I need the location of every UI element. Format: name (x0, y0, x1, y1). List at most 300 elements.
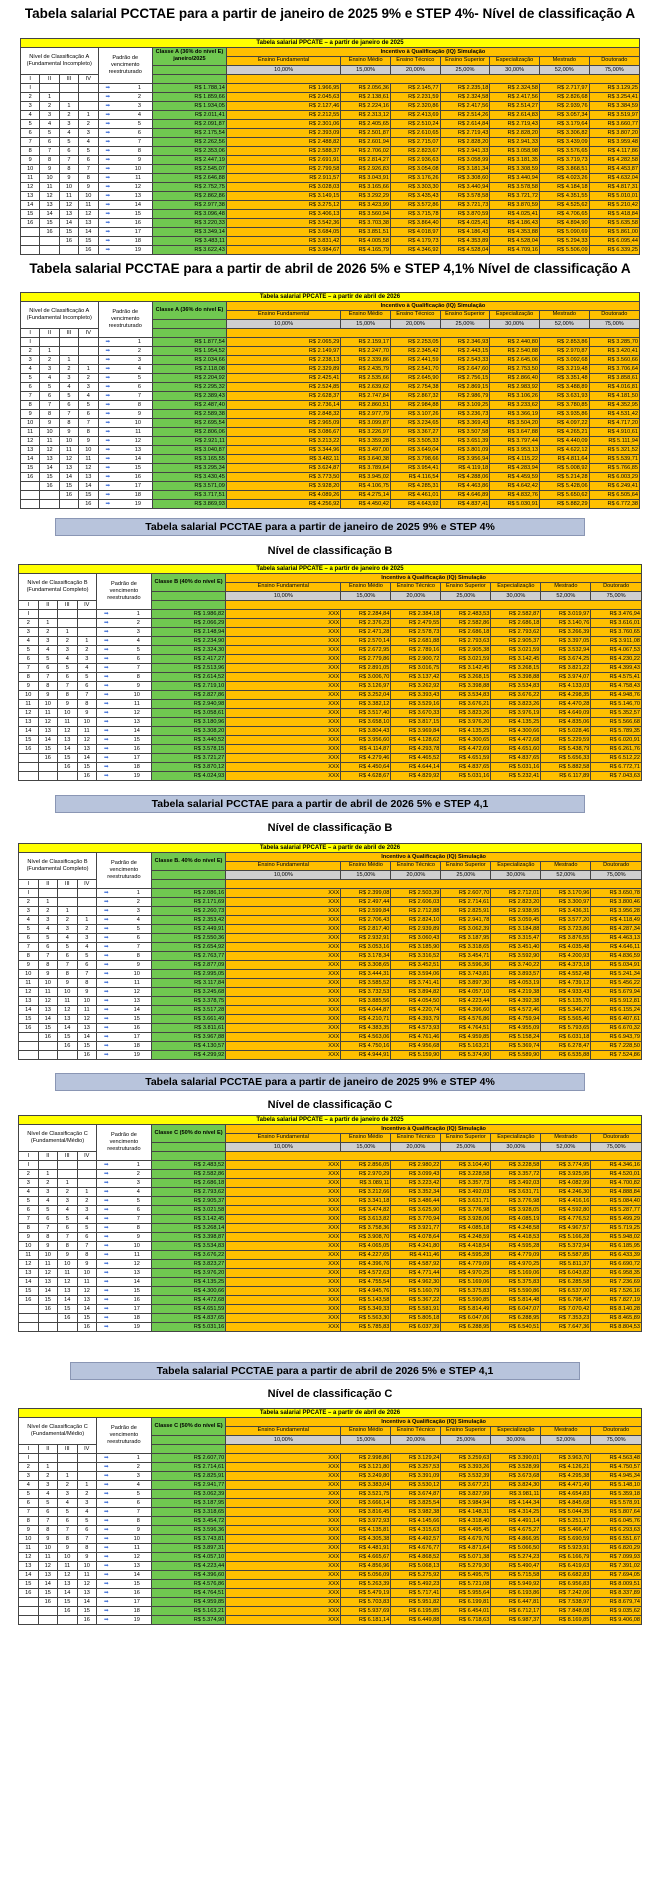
standard-column (97, 681, 152, 690)
standard-number: 15 (133, 1287, 140, 1294)
iq-value-cell: R$ 5.066,50 (491, 1543, 541, 1552)
iq-value-cell: R$ 5.010,01 (589, 191, 639, 200)
level-cell: 5 (59, 137, 78, 146)
iq-value-cell: R$ 9.406,08 (591, 1615, 642, 1624)
iq-value-cell: R$ 3.398,88 (441, 681, 491, 690)
iq-value-cell: R$ 3.774,95 (541, 1160, 591, 1169)
iq-header: Incentivo à Qualificação (IQ) Simulação (226, 574, 642, 583)
class-value-cell: R$ 2.806,06 (153, 427, 227, 436)
iq-value-cell: R$ 5.479,19 (341, 1588, 391, 1597)
level-cell: 9 (40, 418, 59, 427)
class-value-cell: R$ 2.877,09 (151, 960, 225, 969)
iq-value-cell: R$ 5.166,28 (541, 1232, 591, 1241)
iq-value-cell: R$ 3.391,09 (391, 1471, 441, 1480)
iq-header: Incentivo à Qualificação (IQ) Simulação (226, 302, 639, 311)
standard-number: 6 (136, 1499, 140, 1506)
iq-value-cell: R$ 3.454,71 (441, 951, 491, 960)
level-cell: 12 (77, 1014, 97, 1023)
class-header: Classe A (36% do nível E) janeiro/2025 (153, 48, 227, 66)
arrow-right-icon: ➡ (104, 1481, 109, 1488)
arrow-right-icon: ➡ (105, 219, 111, 226)
arrow-right-icon: ➡ (104, 1278, 109, 1285)
iq-value-cell: R$ 3.285,70 (589, 337, 639, 346)
level-cell: 7 (59, 155, 78, 164)
standard-column (97, 1561, 152, 1570)
iq-value-cell: R$ 4.910,61 (589, 427, 639, 436)
iq-value-cell: R$ 3.578,58 (440, 191, 490, 200)
level-cell: 14 (40, 463, 59, 472)
iq-value-cell: R$ 4.450,42 (341, 499, 391, 508)
standard-number: 10 (133, 1535, 140, 1542)
level-cell: 3 (58, 924, 78, 933)
level-cell: 8 (79, 427, 98, 436)
iq-value-cell: R$ 4.300,65 (441, 735, 491, 744)
iq-value-cell: XXX (226, 1534, 341, 1543)
standard-number: 18 (133, 763, 140, 770)
iq-value-cell: R$ 4.135,25 (441, 726, 491, 735)
iq-value-cell: R$ 4.044,87 (341, 1005, 391, 1014)
iq-value-cell: R$ 3.423,99 (341, 200, 391, 209)
iq-value-cell: XXX (226, 726, 341, 735)
iq-value-cell: R$ 4.665,67 (341, 1552, 391, 1561)
iq-value-cell: R$ 3.798,66 (391, 454, 441, 463)
level-cell: 16 (58, 1313, 78, 1322)
iq-value-cell: R$ 3.351,48 (539, 373, 589, 382)
salary-table (18, 564, 642, 781)
iq-value-cell: R$ 3.776,98 (441, 1205, 491, 1214)
iq-value-cell: XXX (226, 1606, 341, 1615)
level-cell: 3 (58, 1196, 78, 1205)
iq-value-cell: R$ 3.028,03 (226, 182, 340, 191)
pct-cell: 10,00% (226, 1142, 341, 1151)
level-cell: 11 (19, 1250, 39, 1259)
iq-value-cell: R$ 4.837,65 (491, 753, 541, 762)
standard-number: 19 (133, 772, 140, 779)
iq-value-cell: XXX (226, 672, 341, 681)
iq-value-cell: R$ 8.679,74 (591, 1597, 642, 1606)
iq-value-cell: R$ 6.772,38 (589, 499, 639, 508)
standard-column (97, 753, 152, 762)
iq-value-cell: R$ 3.181,35 (490, 155, 540, 164)
level-cell: 7 (58, 960, 78, 969)
class-value-cell: R$ 3.534,83 (151, 1241, 225, 1250)
iq-value-cell: R$ 6.987,37 (491, 1615, 541, 1624)
pct-cell: 52,00% (541, 1142, 591, 1151)
level-cell: 5 (79, 400, 98, 409)
pct-cell: 10,00% (226, 319, 340, 328)
iq-value-cell: R$ 4.453,87 (589, 164, 639, 173)
iq-value-cell: XXX (226, 897, 341, 906)
standard-number: 18 (133, 1607, 140, 1614)
level-cell: 3 (77, 1498, 97, 1507)
iq-value-cell: R$ 3.521,75 (341, 1489, 391, 1498)
level-cell: 12 (40, 191, 59, 200)
iq-value-cell: R$ 6.682,83 (541, 1570, 591, 1579)
iq-value-cell: XXX (226, 1214, 341, 1223)
level-cell: 13 (19, 1268, 39, 1277)
iq-value-cell: R$ 2.614,83 (490, 110, 540, 119)
iq-value-cell: R$ 2.606,03 (391, 897, 441, 906)
iq-value-cell: R$ 6.551,67 (591, 1534, 642, 1543)
class-value-cell: R$ 3.622,43 (153, 245, 227, 254)
arrow-right-icon: ➡ (104, 979, 109, 986)
class-value-cell: R$ 2.417,27 (151, 654, 225, 663)
standard-column (98, 364, 153, 373)
class-value-cell: R$ 3.596,36 (151, 1525, 225, 1534)
iq-value-cell: R$ 4.248,58 (491, 1223, 541, 1232)
level-cell: 14 (77, 1032, 97, 1041)
iq-value-cell: R$ 6.454,01 (441, 1606, 491, 1615)
iq-value-cell: XXX (226, 1507, 341, 1516)
iq-value-cell: R$ 5.635,58 (589, 218, 639, 227)
standard-column (97, 1579, 152, 1588)
standard-column (97, 726, 152, 735)
iq-value-cell: R$ 2.503,39 (391, 888, 441, 897)
level-cell: 3 (79, 128, 98, 137)
level-cell (59, 337, 78, 346)
level-cell: 4 (19, 1480, 39, 1489)
iq-column-header: Ensino Superior (441, 1134, 491, 1143)
level-cell: 12 (77, 1579, 97, 1588)
iq-column-header: Ensino Fundamental (226, 57, 340, 66)
arrow-right-icon: ➡ (104, 1215, 109, 1222)
class-value-cell: R$ 1.877,54 (153, 337, 227, 346)
standard-column (97, 1268, 152, 1277)
pct-cell: 20,00% (391, 65, 441, 74)
iq-value-cell: R$ 3.357,73 (441, 1178, 491, 1187)
standard-column (97, 1005, 152, 1014)
iq-value-cell: R$ 4.552,48 (541, 969, 591, 978)
iq-column-header: Mestrado (539, 57, 589, 66)
iq-value-cell: R$ 4.761,46 (391, 1032, 441, 1041)
iq-value-cell: R$ 3.670,33 (391, 708, 441, 717)
iq-value-cell: R$ 2.588,37 (226, 146, 340, 155)
iq-value-cell: R$ 3.592,90 (491, 951, 541, 960)
iq-value-cell: XXX (226, 1597, 341, 1606)
class-value-cell: R$ 2.513,96 (151, 663, 225, 672)
iq-value-cell: R$ 2.582,87 (491, 609, 541, 618)
iq-value-cell: R$ 6.449,88 (391, 1615, 441, 1624)
level-cell (19, 1606, 39, 1615)
level-cell (79, 346, 98, 355)
iq-value-cell: R$ 6.537,00 (541, 1286, 591, 1295)
standard-number: 4 (136, 637, 140, 644)
level-cell (77, 1169, 97, 1178)
pct-cell: 75,00% (591, 1142, 642, 1151)
level-cell: 15 (59, 481, 78, 490)
level-cell: 9 (38, 1534, 58, 1543)
arrow-right-icon: ➡ (104, 1224, 109, 1231)
level-cell (77, 627, 97, 636)
level-cell: 16 (58, 762, 78, 771)
iq-value-cell: R$ 4.868,52 (391, 1552, 441, 1561)
arrow-right-icon: ➡ (104, 1015, 109, 1022)
iq-value-cell: R$ 4.288,06 (440, 472, 490, 481)
standard-number: 7 (136, 1215, 140, 1222)
level-cell: 3 (38, 636, 58, 645)
iq-value-cell: R$ 2.483,53 (441, 609, 491, 618)
standard-number: 4 (136, 916, 140, 923)
iq-value-cell: R$ 3.249,80 (341, 1471, 391, 1480)
iq-value-cell: R$ 3.366,19 (490, 409, 540, 418)
iq-value-cell: R$ 2.826,68 (539, 92, 589, 101)
arrow-right-icon: ➡ (104, 1544, 109, 1551)
iq-value-cell: R$ 4.220,74 (391, 1005, 441, 1014)
level-cell: 14 (38, 1014, 58, 1023)
iq-value-cell: R$ 5.031,16 (491, 762, 541, 771)
iq-value-cell: R$ 2.540,88 (490, 346, 540, 355)
iq-value-cell: R$ 3.476,94 (591, 609, 642, 618)
pct-cell: 52,00% (539, 65, 589, 74)
iq-value-cell: R$ 3.928,06 (441, 1214, 491, 1223)
iq-column-header: Especialização (490, 57, 540, 66)
iq-value-cell: R$ 7.538,97 (541, 1597, 591, 1606)
iq-value-cell: R$ 6.195,85 (391, 1606, 441, 1615)
standard-column (97, 1516, 152, 1525)
level-cell: I (19, 1453, 39, 1462)
class-value-cell: R$ 4.135,25 (151, 1277, 225, 1286)
iq-value-cell: XXX (226, 1277, 341, 1286)
standard-column (98, 337, 153, 346)
level-cell: 1 (40, 346, 59, 355)
iq-value-cell: R$ 4.461,01 (391, 490, 441, 499)
level-cell: 13 (19, 717, 39, 726)
iq-value-cell: R$ 4.592,80 (541, 1205, 591, 1214)
level-cell: 14 (59, 472, 78, 481)
level-cell (77, 1471, 97, 1480)
iq-value-cell: R$ 4.352,95 (589, 400, 639, 409)
level-cell: I (19, 888, 39, 897)
level-cell: 6 (40, 391, 59, 400)
iq-value-cell: R$ 4.282,58 (589, 155, 639, 164)
roman-header: II (38, 600, 58, 609)
standard-column (97, 1552, 152, 1561)
level-cell: 9 (38, 1241, 58, 1250)
iq-value-cell: R$ 4.085,19 (491, 1214, 541, 1223)
iq-value-cell: R$ 6.712,17 (491, 1606, 541, 1615)
level-cell: 15 (59, 227, 78, 236)
standard-number: 18 (134, 237, 141, 244)
roman-header: III (58, 1444, 78, 1453)
standard-column (97, 1606, 152, 1615)
level-cell: 12 (58, 1005, 78, 1014)
class-value-cell: R$ 3.440,52 (151, 735, 225, 744)
iq-value-cell: XXX (226, 708, 341, 717)
level-cell: 8 (21, 400, 40, 409)
iq-value-cell: R$ 2.779,86 (341, 654, 391, 663)
iq-value-cell: R$ 6.288,95 (441, 1322, 491, 1331)
pct-cell: 30,00% (491, 591, 541, 600)
iq-value-cell: R$ 6.095,44 (589, 236, 639, 245)
level-cell: 9 (59, 173, 78, 182)
standard-number: 16 (133, 1024, 140, 1031)
level-cell: 12 (38, 1561, 58, 1570)
iq-value-cell: R$ 4.575,41 (591, 672, 642, 681)
iq-value-cell: R$ 4.117,86 (589, 146, 639, 155)
class-value-cell: R$ 3.454,72 (151, 1516, 225, 1525)
level-cell: 3 (21, 101, 40, 110)
level-cell (19, 1313, 39, 1322)
iq-value-cell: R$ 4.396,76 (341, 1259, 391, 1268)
class-value-cell: R$ 4.396,60 (151, 1570, 225, 1579)
level-title: Nível de classificação B (267, 545, 393, 557)
level-cell: 16 (38, 1597, 58, 1606)
iq-value-cell: R$ 3.616,01 (591, 618, 642, 627)
standard-header: Padrão de vencimento reestruturado (98, 302, 153, 338)
class-value-cell: R$ 3.430,45 (153, 472, 227, 481)
iq-value-cell: R$ 3.529,16 (391, 699, 441, 708)
iq-value-cell: R$ 5.146,70 (591, 699, 642, 708)
iq-value-cell: R$ 5.882,29 (539, 499, 589, 508)
level-cell: 13 (58, 1579, 78, 1588)
iq-value-cell: R$ 2.719,43 (490, 119, 540, 128)
level-cell: 11 (59, 191, 78, 200)
level-cell: 9 (58, 978, 78, 987)
level-cell (21, 227, 40, 236)
level-cell: 5 (77, 672, 97, 681)
iq-value-cell: R$ 3.858,61 (589, 373, 639, 382)
class-value-cell: R$ 2.941,77 (151, 1480, 225, 1489)
iq-value-cell: R$ 3.492,03 (491, 1178, 541, 1187)
arrow-right-icon: ➡ (105, 464, 111, 471)
level-cell: 14 (19, 1277, 39, 1286)
iq-value-cell: R$ 4.811,64 (539, 454, 589, 463)
level-cell: 16 (19, 744, 39, 753)
iq-value-cell: R$ 4.525,62 (539, 200, 589, 209)
class-value-cell: R$ 2.447,19 (153, 155, 227, 164)
standard-number: 18 (134, 491, 141, 498)
standard-column (98, 400, 153, 409)
level-cell: 2 (58, 1187, 78, 1196)
class-value-cell: R$ 2.646,88 (153, 173, 227, 182)
pct-cell: 75,00% (589, 319, 639, 328)
level-cell: 3 (40, 110, 59, 119)
level-cell: 5 (19, 645, 39, 654)
level-cell: 14 (59, 218, 78, 227)
level-cell: 15 (40, 472, 59, 481)
iq-value-cell: R$ 3.625,90 (391, 1205, 441, 1214)
iq-value-cell: R$ 6.512,22 (591, 753, 642, 762)
iq-value-cell: R$ 3.572,86 (391, 200, 441, 209)
arrow-right-icon: ➡ (105, 446, 111, 453)
level-cell (38, 1615, 58, 1624)
iq-value-cell: R$ 4.962,30 (391, 1277, 441, 1286)
standard-column (97, 1322, 152, 1331)
iq-value-cell: R$ 3.677,21 (441, 1480, 491, 1489)
iq-value-cell: R$ 3.827,99 (441, 1489, 491, 1498)
class-value-cell: R$ 3.743,81 (151, 1534, 225, 1543)
iq-value-cell: R$ 3.517,40 (341, 708, 391, 717)
level-cell: 10 (38, 978, 58, 987)
class-value-cell: R$ 2.607,70 (151, 1453, 225, 1462)
iq-value-cell: XXX (226, 915, 341, 924)
iq-value-cell: XXX (226, 1561, 341, 1570)
level-cell (79, 355, 98, 364)
class-value-cell: R$ 3.823,27 (151, 1259, 225, 1268)
level-cell: 15 (77, 1313, 97, 1322)
iq-value-cell: R$ 3.444,31 (341, 969, 391, 978)
iq-value-cell: R$ 3.956,28 (591, 906, 642, 915)
iq-value-cell: R$ 3.928,05 (491, 1205, 541, 1214)
arrow-right-icon: ➡ (105, 491, 111, 498)
iq-value-cell: XXX (226, 1187, 341, 1196)
standard-number: 3 (136, 1472, 140, 1479)
iq-value-cell: XXX (226, 996, 341, 1005)
standard-column (98, 128, 153, 137)
iq-value-cell: R$ 3.228,58 (441, 1169, 491, 1178)
level-cell (38, 609, 58, 618)
standard-number: 11 (135, 428, 141, 435)
level-cell: 12 (19, 1259, 39, 1268)
standard-number: 19 (134, 500, 141, 507)
standard-number: 14 (133, 1571, 140, 1578)
level-cell: 14 (38, 1286, 58, 1295)
iq-value-cell: R$ 6.199,81 (441, 1597, 491, 1606)
level-cell: 2 (58, 636, 78, 645)
iq-value-cell: R$ 4.097,22 (539, 418, 589, 427)
iq-value-cell: XXX (226, 753, 341, 762)
standard-number: 6 (137, 383, 141, 390)
iq-value-cell: R$ 3.086,67 (226, 427, 340, 436)
iq-value-cell: R$ 8.169,85 (541, 1615, 591, 1624)
level-cell: 1 (38, 1462, 58, 1471)
iq-value-cell: R$ 2.686,18 (491, 618, 541, 627)
standard-number: 12 (133, 1553, 140, 1560)
standard-number: 9 (137, 156, 141, 163)
class-value-cell: R$ 1.859,66 (153, 92, 227, 101)
iq-value-cell: R$ 3.823,26 (441, 708, 491, 717)
level-cell: 4 (40, 373, 59, 382)
level-cell: 11 (58, 717, 78, 726)
level-cell: 8 (59, 164, 78, 173)
level-cell: 6 (21, 382, 40, 391)
standard-number: 3 (137, 356, 141, 363)
iq-value-cell: R$ 4.654,83 (541, 1489, 591, 1498)
level-cell: 14 (19, 726, 39, 735)
arrow-right-icon: ➡ (104, 916, 109, 923)
level-cell: 5 (19, 1489, 39, 1498)
level-cell: 15 (79, 236, 98, 245)
arrow-right-icon: ➡ (104, 1517, 109, 1524)
level-cell (38, 1606, 58, 1615)
iq-value-cell: R$ 5.030,91 (490, 499, 540, 508)
iq-value-cell: R$ 3.357,72 (491, 1169, 541, 1178)
level-cell: 13 (58, 1286, 78, 1295)
iq-value-cell: XXX (226, 924, 341, 933)
section-banner: Tabela salarial PCCTAE para a partir de janeiro de 2025 9% e STEP 4% (55, 1073, 585, 1091)
class-value-cell: R$ 3.096,48 (153, 209, 227, 218)
iq-value-cell: XXX (226, 618, 341, 627)
iq-value-cell: R$ 2.514,27 (490, 101, 540, 110)
arrow-right-icon: ➡ (105, 419, 111, 426)
iq-value-cell: R$ 3.505,33 (391, 436, 441, 445)
class-value-cell: R$ 3.349,14 (153, 227, 227, 236)
level-cell: 13 (21, 191, 40, 200)
level-cell: 4 (77, 1507, 97, 1516)
iq-value-cell: R$ 5.495,75 (441, 1570, 491, 1579)
iq-value-cell: R$ 2.714,61 (441, 897, 491, 906)
iq-value-cell: R$ 5.321,52 (589, 445, 639, 454)
arrow-right-icon: ➡ (105, 156, 111, 163)
iq-value-cell: XXX (226, 762, 341, 771)
iq-value-cell: R$ 4.739,12 (541, 978, 591, 987)
iq-value-cell: XXX (226, 1223, 341, 1232)
level-cell: 14 (19, 1570, 39, 1579)
iq-value-cell: XXX (226, 978, 341, 987)
level-cell: 10 (59, 182, 78, 191)
salary-table (18, 843, 642, 1060)
pct-cell: 15,00% (341, 319, 391, 328)
